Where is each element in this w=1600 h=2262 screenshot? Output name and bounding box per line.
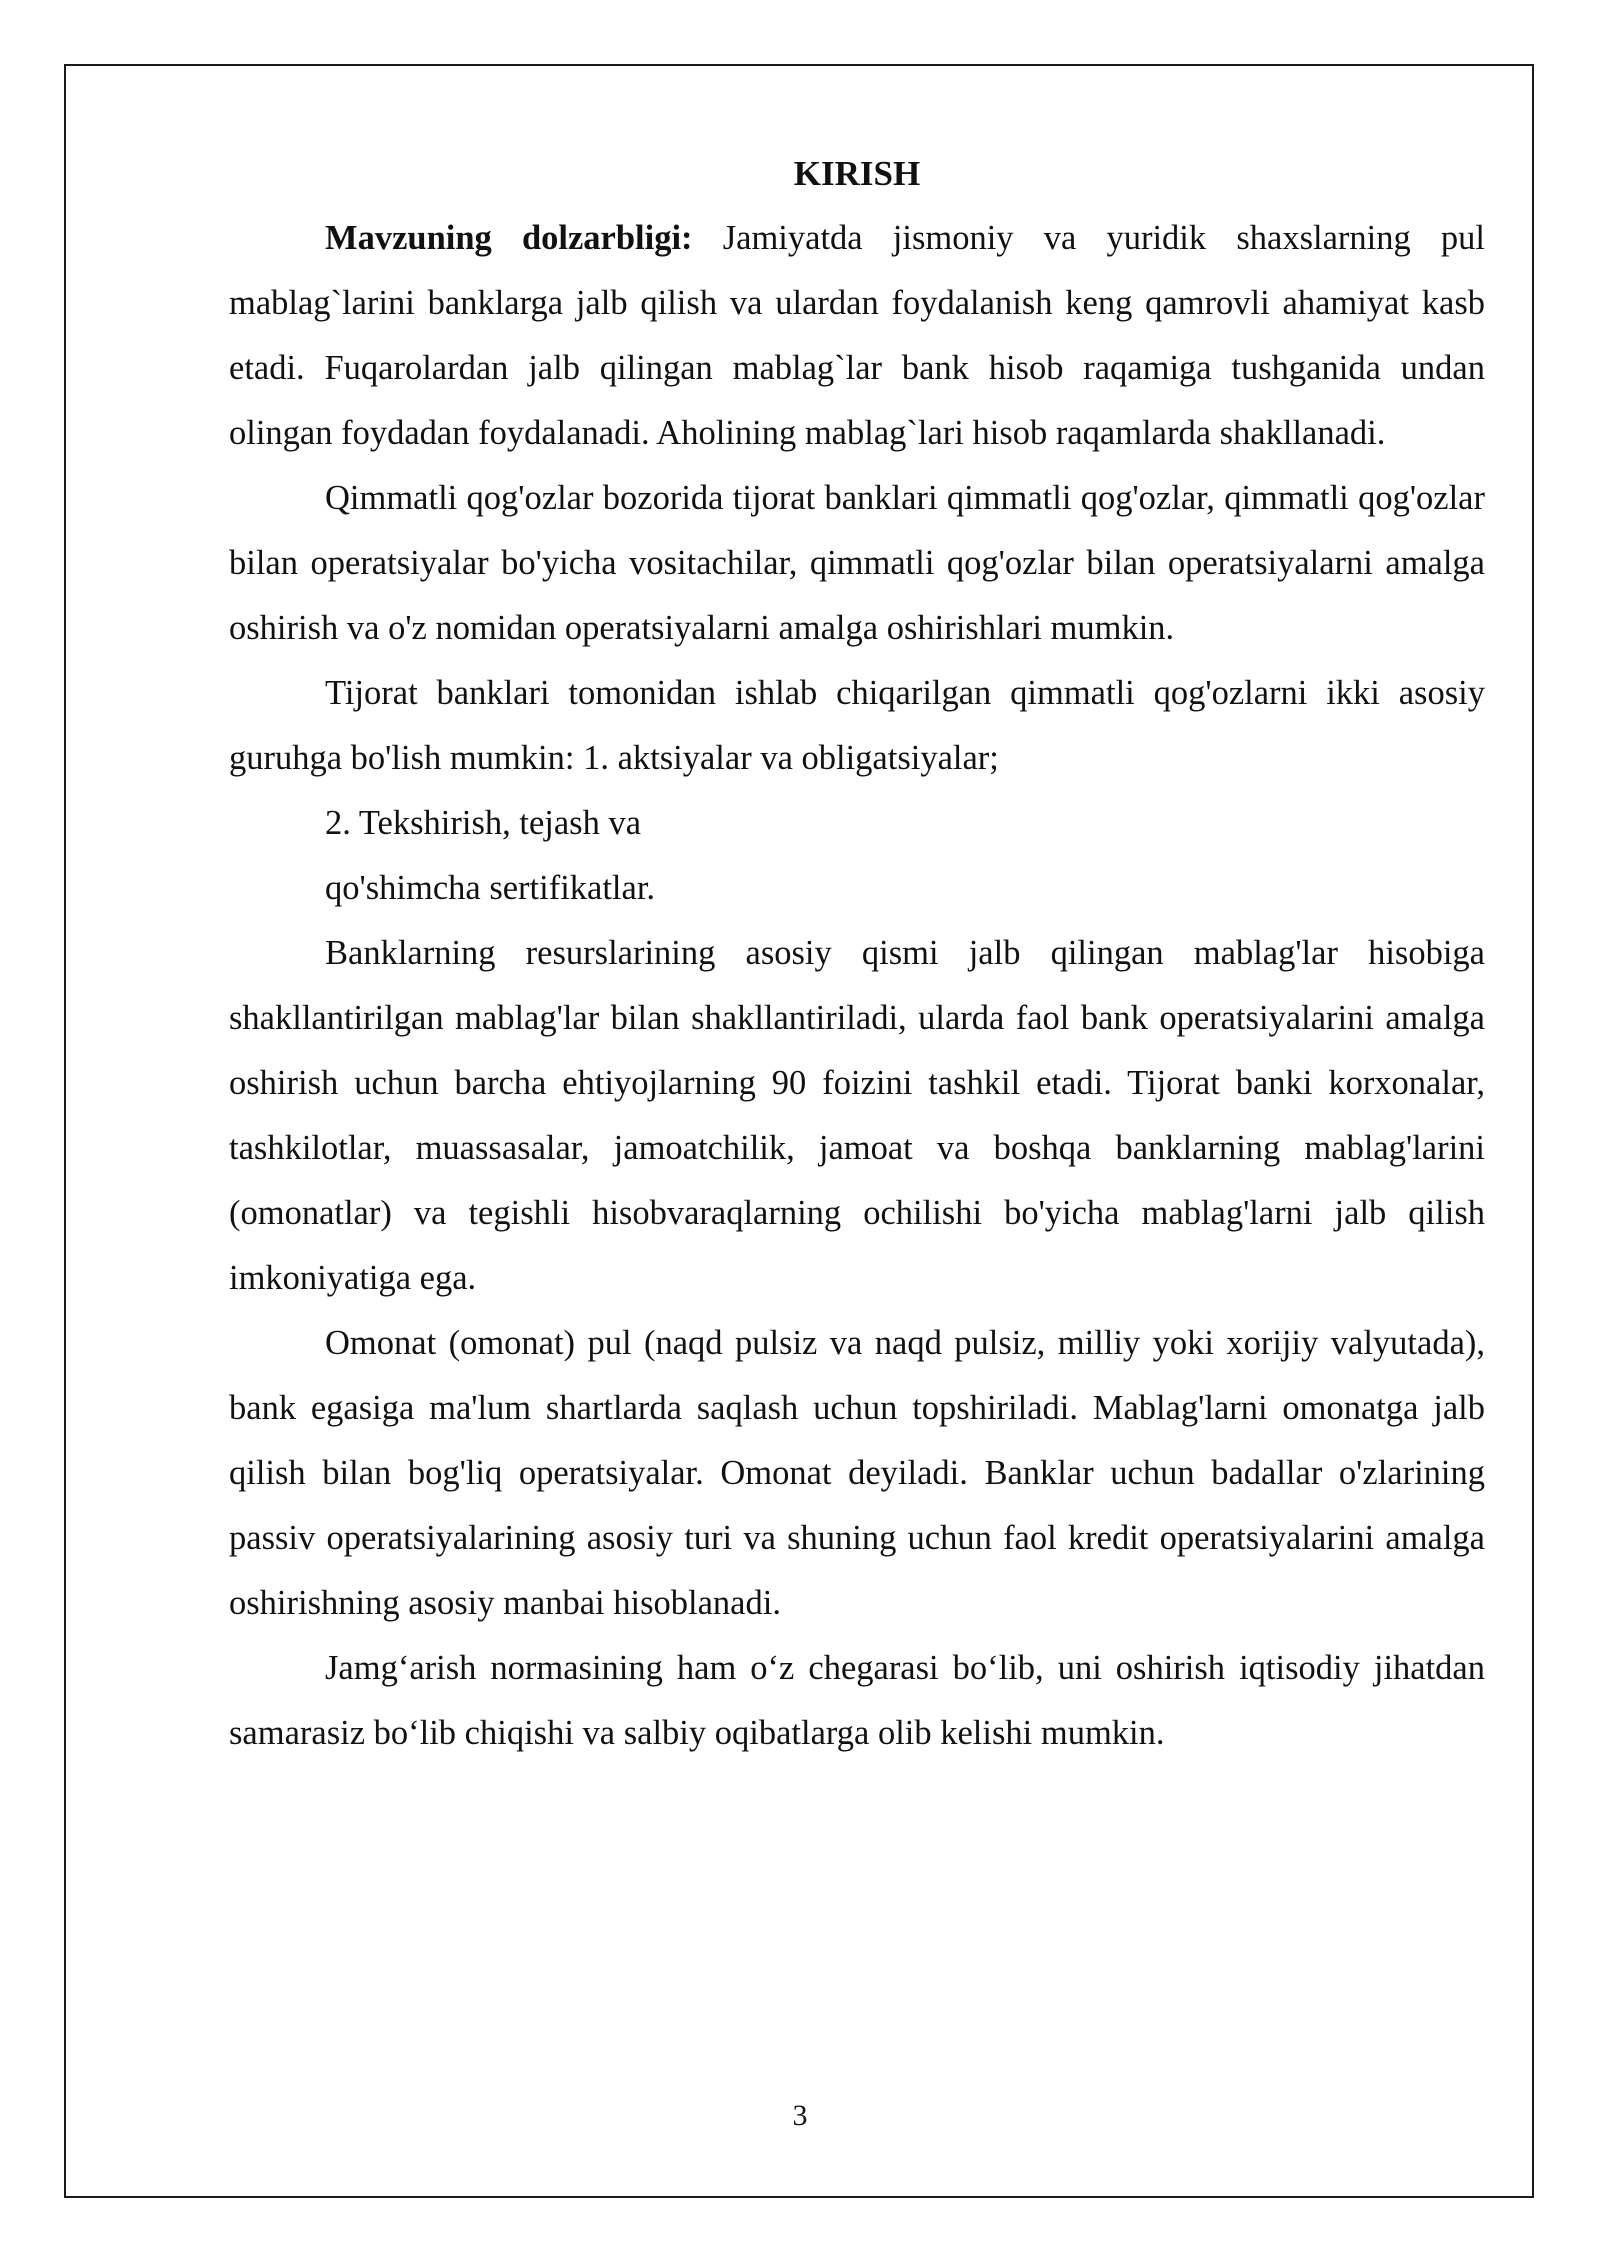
paragraph-bank-resources: Banklarning resurslarining asosiy qismi jalb qilingan mablag'lar hisobiga shakllantirilgan mablag'lar bilan shakllantiriladi, ularda faol bank operatsiyalarini amalga oshirish uchun barcha ehtiyojlarning 90 foizini tashkil etadi. Tijorat banki korxonalar, tashkilotlar, muassasalar, jamoatchilik, jamoat va boshqa banklarning mablag'larini (omonatlar) va tegishli hisobvaraqlarning ochilishi bo'yicha mablag'larni jalb qilish imkoniyatiga ega. [229,934,1485,1297]
list-item-2: 2. Tekshirish, tejash va [325,804,642,842]
relevance-label: Mavzuning dolzarbligi: [325,219,693,257]
page-number: 3 [792,2099,808,2132]
document-body [229,148,1485,1766]
list-item-2-continued: qo'shimcha sertifikatlar. [325,869,656,907]
paragraph-relevance [229,206,1485,466]
paragraph-savings-rate: Jamg‘arish normasining ham o‘z chegarasi bo‘lib, uni oshirish iqtisodiy jihatdan samarasiz bo‘lib chiqishi va salbiy oqibatlarga olib kelishi mumkin. [229,1649,1485,1752]
paragraph-securities-market: Qimmatli qog'ozlar bozorida tijorat banklari qimmatli qog'ozlar, qimmatli qog'ozlar bilan operatsiyalar bo'yicha vositachilar, qimmatli qog'ozlar bilan operatsiyalarni amalga oshirish va o'z nomidan operatsiyalarni amalga oshirishlari mumkin. [229,479,1485,647]
paragraph-securities-groups: Tijorat banklari tomonidan ishlab chiqarilgan qimmatli qog'ozlarni ikki asosiy guruhga bo'lish mumkin: 1. aktsiyalar va obligatsiyalar; [229,674,1485,777]
section-title: KIRISH [793,154,921,193]
paragraph-text: Jamiyatda jismoniy va yuridik shaxslarning pul mablag`larini banklarga jalb qilish va ulardan foydalanish keng qamrovli ahamiyat kasb etadi. Fuqarolardan jalb qilingan mablag`lar bank hisob raqamiga tushganida undan olingan foydadan foydalanadi. Aholining mablag`lari hisob raqamlarda shakllanadi. [229,219,1485,452]
paragraph-deposit: Omonat (omonat) pul (naqd pulsiz va naqd pulsiz, milliy yoki xorijiy valyutada), bank egasiga ma'lum shartlarda saqlash uchun topshiriladi. Mablag'larni omonatga jalb qilish bilan bog'liq operatsiyalar. Omonat deyiladi. Banklar uchun badallar o'zlarining passiv operatsiyalarining asosiy turi va shuning uchun faol kredit operatsiyalarini amalga oshirishning asosiy manbai hisoblanadi. [229,1324,1485,1622]
